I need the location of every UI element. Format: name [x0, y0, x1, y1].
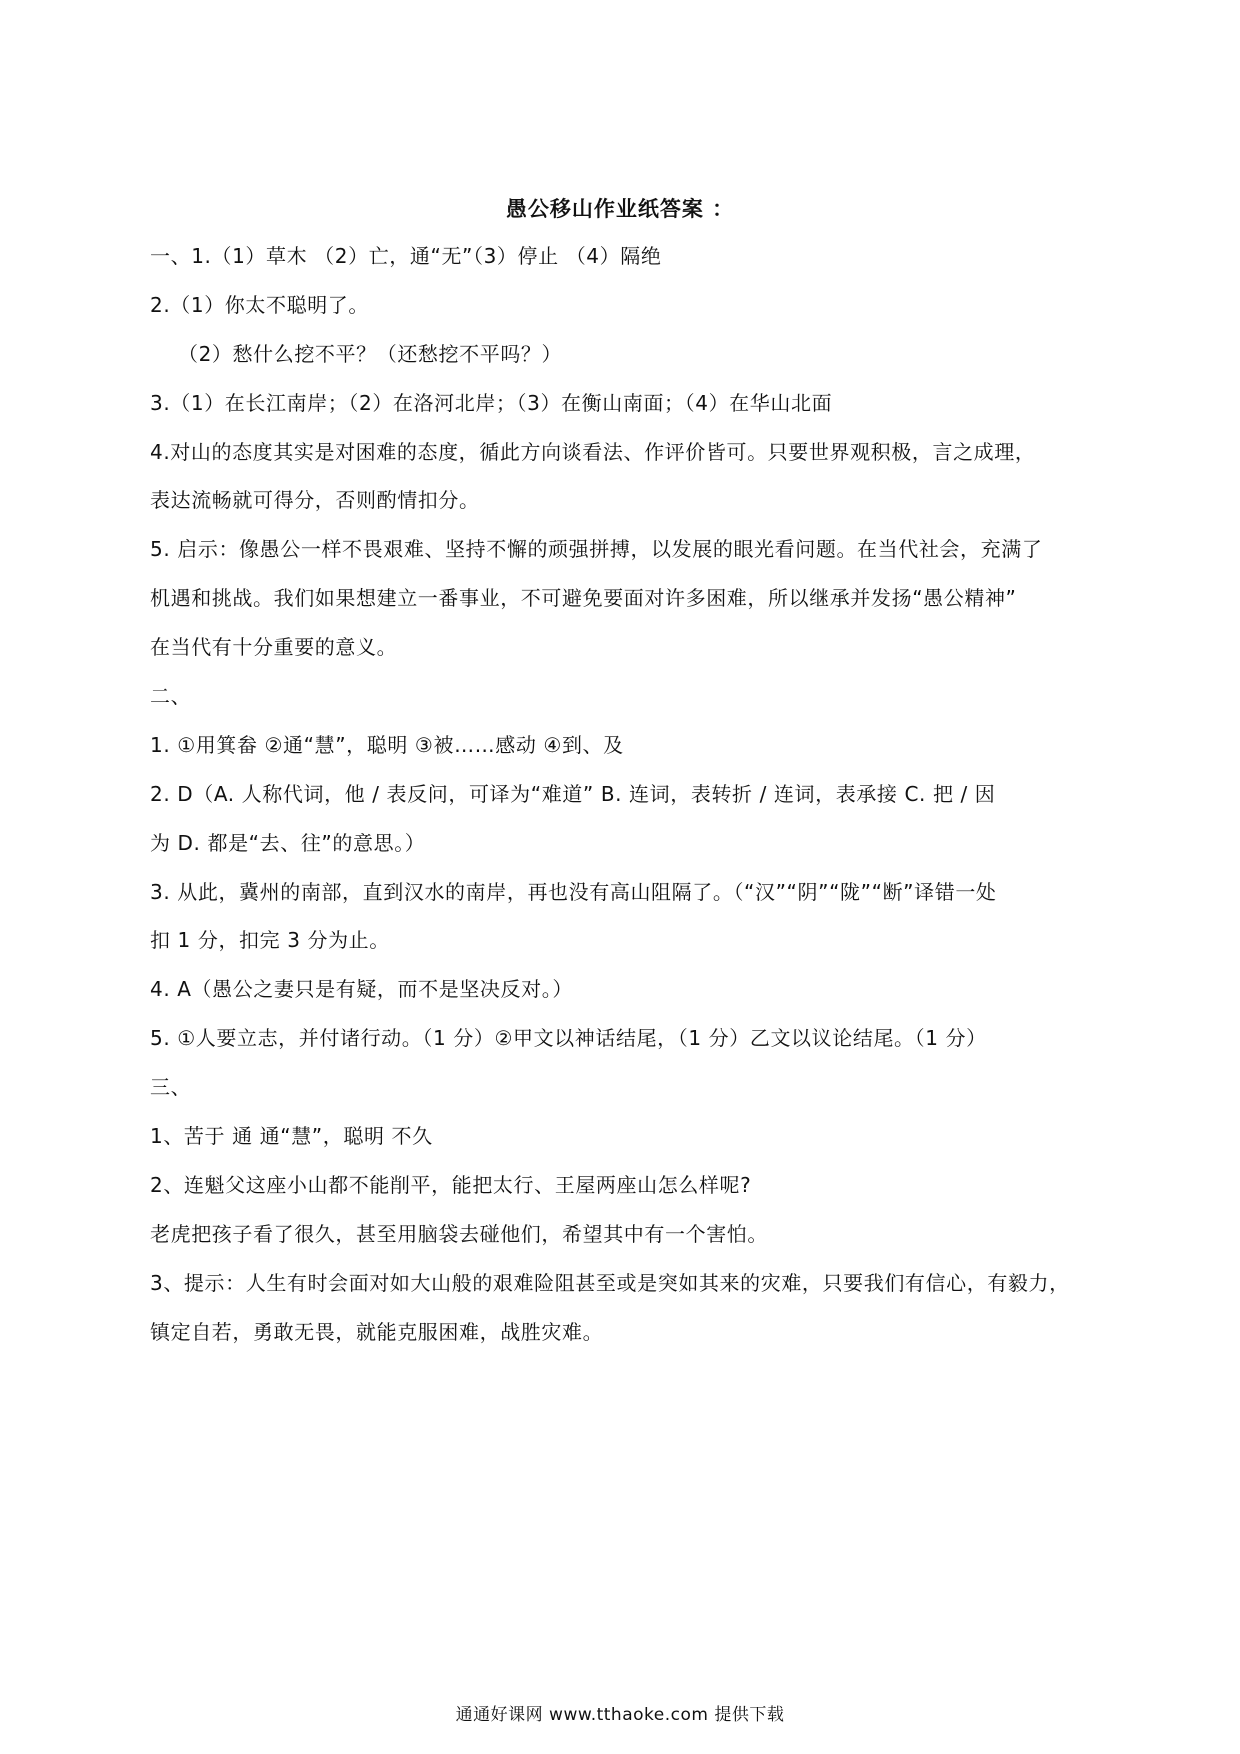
text-line: 机遇和挑战。我们如果想建立一番事业，不可避免要面对许多困难，所以继承并发扬“愚公精神” [150, 586, 1017, 611]
text-line: 5. ①人要立志，并付诸行动。（1 分）②甲文以神话结尾，（1 分）乙文以议论结尾。（1 分） [150, 1026, 987, 1051]
text-line: 镇定自若，勇敢无畏，就能克服困难，战胜灾难。 [150, 1319, 604, 1344]
text-line: 表达流畅就可得分，否则酌情扣分。 [150, 488, 480, 513]
text-line: 3、提示：人生有时会面对如大山般的艰难险阻甚至或是突如其来的灾难，只要我们有信心，有毅力， [150, 1270, 1070, 1295]
answer-content [150, 232, 1100, 1356]
section-heading: 二、 [150, 684, 192, 709]
section-heading: 三、 [150, 1075, 192, 1100]
text-line: 扣 1 分，扣完 3 分为止。 [150, 928, 390, 953]
text-line: 4.对山的态度其实是对困难的态度，循此方向谈看法、作评价皆可。只要世界观积极，言之成理， [150, 439, 1036, 464]
text-line: 1、苦于 通 通“慧”，聪明 不久 [150, 1124, 433, 1149]
text-line: 1. ①用箕畚 ②通“慧”，聪明 ③被……感动 ④到、及 [150, 732, 624, 757]
document-title: 愚公移山作业纸答案 ： [505, 197, 735, 221]
text-line: 3. 从此，冀州的南部，直到汉水的南岸，再也没有高山阻隔了。（“汉”“阴”“陇”“断”译错一处 [150, 879, 997, 904]
text-line: 为 D. 都是“去、往”的意思。） [150, 830, 426, 855]
text-line: 4. A（愚公之妻只是有疑，而不是坚决反对。） [150, 977, 573, 1002]
text-line: 2.（1）你太不聪明了。 [150, 292, 370, 317]
text-line: 2、连魁父这座小山都不能削平，能把太行、王屋两座山怎么样呢? [150, 1172, 752, 1197]
text-line: 3.（1）在长江南岸；（2）在洛河北岸；（3）在衡山南面；（4）在华山北面 [150, 390, 833, 415]
text-line: （2）愁什么挖不平？（还愁挖不平吗？） [178, 341, 563, 366]
text-line: 老虎把孩子看了很久，甚至用脑袋去碰他们，希望其中有一个害怕。 [150, 1221, 768, 1246]
text-line: 2. D（A. 人称代词，他 / 表反问，可译为“难道” B. 连词，表转折 / 连词，表承接 C. 把 / 因 [150, 781, 996, 806]
text-line: 5. 启示：像愚公一样不畏艰难、坚持不懈的顽强拼搏，以发展的眼光看问题。在当代社会，充满了 [150, 537, 1043, 562]
text-line: 一、1.（1）草木 （2）亡，通“无”（3）停止 （4）隔绝 [150, 244, 662, 268]
text-line: 在当代有十分重要的意义。 [150, 635, 398, 660]
page-footer: 通通好课网 www.tthaoke.com 提供下载 [455, 1705, 785, 1725]
